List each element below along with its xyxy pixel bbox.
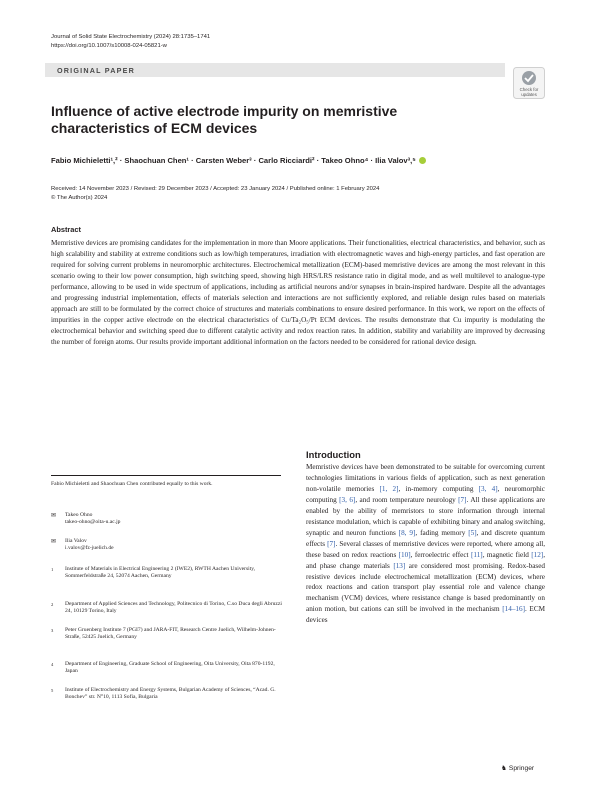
citation-link[interactable]: [1, 2] (379, 484, 399, 493)
author-list (51, 156, 426, 165)
abstract-text: Memristive devices are promising candidates for the implementation in more than Moore applications. Their functionalities, electrical characteristics, and behavior, such as high scalability and stability at extreme conditions such as low/high temperatures, irradiation with electromagnetic waves and high-energy particles, and fast operation are required for solving current problems in neuromorphic architectures. Electrochemical metallization (ECM)-based memristive devices are among the most relevant in this scenario owing to their low power consumption, high switching speed, showing high HRS/LRS resistance ratio in digital mode, and as well multilevel to analogue-type performance, allowing to be used in wide spectrum of applications, including as artificial neurons and/or synapses in brain-inspired hardware. Despite all the advantages and progressing industrial implementation, effects of materials selection and interactions are not sufficiently explored, and reliable design rules based on materials approach are still to be formulated by the correct choice of structures and materials combinations to ensure desired performance. In this work, we report on the effects of impurities in the copper active electrode on the electrical characteristics of Cu/Ta₂O₅/Pt ECM devices. The results demonstrate that Cu impurity is modulating the electrochemical behavior and switching speed due to different catalytic activity and redox reaction rates. In addition, stability and variability are improved by decreasing the number of foreign atoms. Our results provide important additional information on the factors needed to be considered for rational device design. (51, 239, 545, 346)
contribution-note: Fabio Michieletti and Shaochuan Chen contributed equally to this work. (51, 481, 213, 487)
correspondent-email[interactable]: takeo-ohno@oita-u.ac.jp (65, 519, 121, 526)
badge-line-1: Check for (519, 87, 539, 92)
check-for-updates-badge[interactable] (513, 67, 545, 99)
correspondent-name: Takeo Ohno (65, 512, 93, 518)
citation-link[interactable]: [14–16] (502, 605, 526, 614)
citation-link[interactable]: [13] (393, 561, 406, 570)
citation-link[interactable]: [5] (468, 528, 477, 537)
footnote-divider (51, 475, 281, 476)
citation-link[interactable]: [3, 6] (339, 495, 356, 504)
orcid-icon[interactable] (419, 157, 426, 164)
abstract-heading: Abstract (51, 225, 81, 234)
introduction-heading: Introduction (306, 449, 361, 460)
badge-line-2: updates (521, 92, 537, 97)
publisher-logo (501, 764, 534, 772)
citation-link[interactable]: [12] (531, 550, 544, 559)
citation-link[interactable]: [7] (458, 495, 467, 504)
citation-link[interactable]: [8, 9] (398, 528, 416, 537)
section-label: ORIGINAL PAPER (57, 66, 136, 75)
author-names: Fabio Michieletti¹,² · Shaochuan Chen¹ · Carsten Weber³ · Carlo Ricciardi² · Takeo Ohno⁴ · Ilia Valov³,⁵ (51, 156, 416, 165)
article-dates: Received: 14 November 2023 / Revised: 29 December 2023 / Accepted: 23 January 2024 / Published online: 1 February 2024 (51, 186, 380, 192)
springer-horse-icon: ♞ (501, 765, 507, 772)
citation-link[interactable]: [7] (327, 539, 336, 548)
citation-link[interactable]: [10] (398, 550, 411, 559)
correspondent-email[interactable]: i.valov@fz-juelich.de (65, 545, 114, 552)
doi-link[interactable]: https://doi.org/10.1007/s10008-024-05821-w (51, 43, 167, 49)
envelope-icon: ✉ (51, 539, 57, 545)
journal-citation: Journal of Solid State Electrochemistry (2024) 28:1735–1741 (51, 34, 211, 40)
citation-link[interactable]: [3, 4] (478, 484, 498, 493)
citation-link[interactable]: [11] (470, 550, 483, 559)
introduction-text: Memristive devices have been demonstrated to be suitable for overcoming current technologies limitations in various fields of application, such as next generation non-volatile memories [1, 2], in-memory computing [3, 4], neuromorphic computing [3, 6], and room temperature neurology [7]. All these applications are enabled by the ability of memristors to store information through internal resistance modulation, which is capable of exhibiting binary and analog switching, synaptic and neuron functions [8, 9], fading memory [5], and discrete quantum effects [7]. Several classes of memristive devices were reported, where among all, these based on redox reactions [10], ferroelectric effect [11], magnetic field [12], and phase change materials [13] are considered most promising. Redox-based resistive devices include electrochemical metallization (ECM) devices, where redox reactions and cation transport play essential role and valence change mechanism (VCM) devices, where resistance change is based predominantly on anion motion, but cations can still be involved in the mechanism [14–16]. ECM devices (306, 463, 546, 625)
publisher-name: Springer (508, 765, 535, 772)
correspondent-name: Ilia Valov (65, 538, 87, 544)
article-title: Influence of active electrode impurity on memristive characteristics of ECM devices (51, 103, 398, 136)
envelope-icon: ✉ (51, 513, 57, 519)
copyright-line: © The Author(s) 2024 (51, 195, 108, 201)
